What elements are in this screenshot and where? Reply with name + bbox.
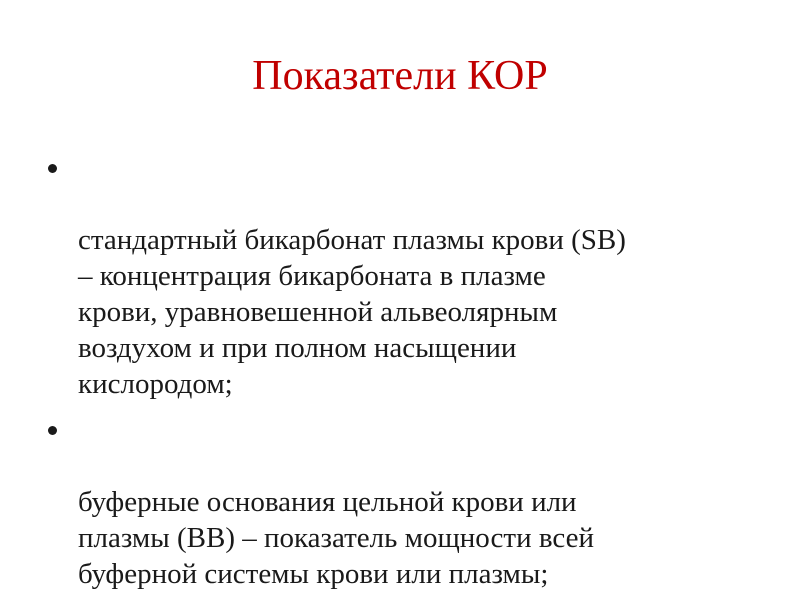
- bullet-dot-icon: [48, 426, 57, 435]
- bullet-item-bb: [44, 412, 756, 592]
- bullet-dot-icon: [48, 164, 57, 173]
- bullet-item-sb: [44, 150, 756, 402]
- bullet-list: [44, 150, 756, 602]
- bullet-text-sb: стандартный бикарбонат плазмы крови (SB) – концентрация бикарбоната в плазме крови, уравновешенной альвеолярным воздухом и при полном насыщении кислородом;: [78, 224, 626, 400]
- slide-title: Показатели КОР: [252, 53, 548, 99]
- bullet-text-bb: буферные основания цельной крови или плазмы (ВВ) – показатель мощности всей буферной системы крови или плазмы;: [78, 486, 594, 590]
